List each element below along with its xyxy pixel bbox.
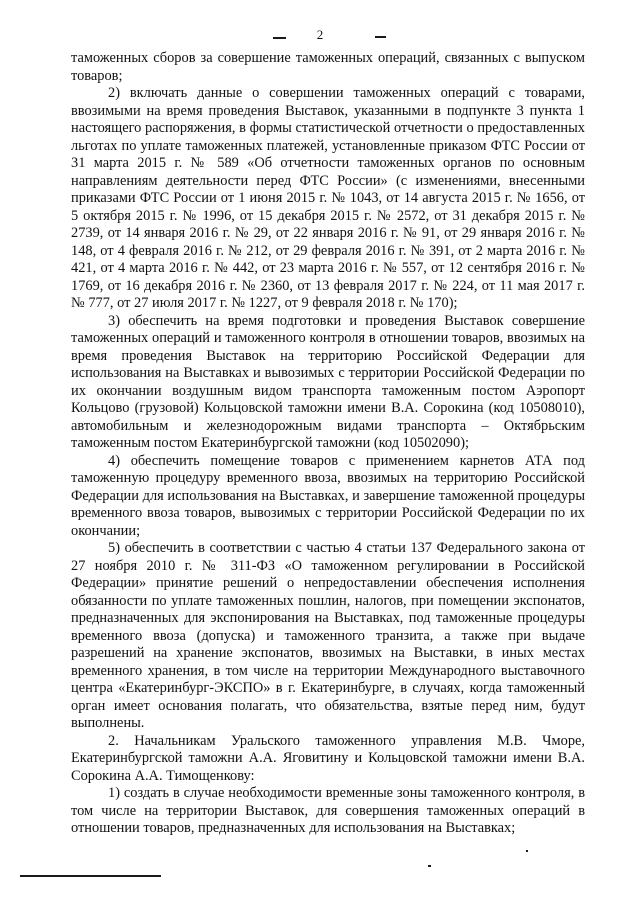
scan-dot — [428, 865, 431, 867]
paragraph-section-2-item-1: 1) создать в случае необходимости временные зоны таможенного контроля, в том числе на территории Выставок, для совершения таможенных операций в отношении товаров, предназначенных для использования на Выставках; — [71, 785, 585, 836]
paragraph-section-2: 2. Начальникам Уральского таможенного управления М.В. Чморе, Екатеринбургской таможни А.А. Яговитину и Кольцовской таможни имени В.А. Сорокина А.А. Тимощенкову: — [71, 732, 585, 784]
scan-mark-bottom — [20, 875, 161, 877]
paragraph-item-2: 2) включать данные о совершении таможенных операций с товарами, ввозимыми на время проведения Выставок, указанными в подпункте 3 пункта 1 настоящего распоряжения, в формы статистической отчетности о предоставленных льготах по уплате таможенных платежей, установленные приказом ФТС России от 31 марта 2015 г. № 589 «Об отчетности таможенных органов по основным направлениям деятельности перед ФТС России» (с изменениями, внесенными приказами ФТС России от 1 июня 2015 г. № 1043, от 14 августа 2015 г. № 1656, от 5 октября 2015 г. № 1996, от 15 декабря 2015 г. № 2572, от 31 декабря 2015 г. № 2739, от 14 января 2016 г. № 29, от 22 января 2016 г. № 91, от 29 января 2016 г. № 148, от 4 февраля 2016 г. № 212, от 29 февраля 2016 г. № 391, от 2 марта 2016 г. № 421, от 4 марта 2016 г. № 442, от 23 марта 2016 г. № 557, от 12 сентября 2016 г. № 1769, от 16 декабря 2016 г. № 2360, от 13 февраля 2017 г. № 224, от 11 мая 2017 г. № 777, от 27 июля 2017 г. № 1227, от 9 февраля 2018 г. № 170); — [71, 85, 585, 311]
paragraph-item-5: 5) обеспечить в соответствии с частью 4 статьи 137 Федерального закона от 27 ноября 2010 г. № 311-ФЗ «О таможенном регулировании в Российской Федерации» принятие решений о непредоставлении обеспечения исполнения обязанности по уплате таможенных пошлин, налогов, при помещении экспонатов, предназначенных для экспонирования на Выставках, под таможенные процедуры временного ввоза (допуска) и таможенного транзита, а также при выдаче разрешений на хранение экспонатов, ввозимых на Выставки, в иных местах временного хранения, в том числе на территории Международного выставочного центра «Екатеринбург-ЭКСПО» в г. Екатеринбурге, в случаях, когда таможенный орган имеет основания полагать, что обязательства, взятые перед ним, будут выполнены. — [71, 540, 585, 731]
document-body — [71, 50, 585, 838]
page-number: 2 — [316, 27, 324, 42]
paragraph-item-3: 3) обеспечить на время подготовки и проведения Выставок совершение таможенных операций и таможенного контроля в отношении товаров, ввозимых на время проведения Выставок на территорию Российской Федерации для использования на Выставках и вывозимых с территории Российской Федерации по их окончании воздушным видом транспорта таможенным постом Аэропорт Кольцово (грузовой) Кольцовской таможни имени В.А. Сорокина (код 10508010), автомобильным и железнодорожным видами транспорта – Октябрьским таможенным постом Екатеринбургской таможни (код 10502090); — [71, 312, 585, 451]
scan-dot — [526, 850, 528, 852]
paragraph-item-4: 4) обеспечить помещение товаров с применением карнетов АТА под таможенную процедуру временного ввоза, ввозимых на территорию Российской Федерации для использования на Выставках, и завершение таможенной процедуры временного ввоза товаров, вывозимых с территории Российской Федерации по их окончании; — [71, 452, 585, 539]
paragraph-continuation: таможенных сборов за совершение таможенных операций, связанных с выпуском товаров; — [71, 50, 585, 84]
